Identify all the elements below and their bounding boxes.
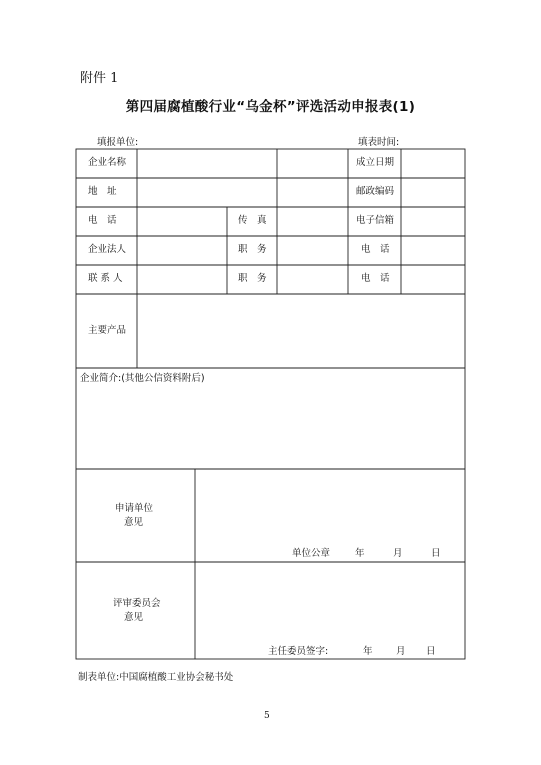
label-year-2: 年 <box>363 646 373 657</box>
label-month-1: 月 <box>393 548 403 559</box>
label-day-1: 日 <box>431 548 441 559</box>
page-number: 5 <box>264 711 270 721</box>
label-legal-rep: 企业法人 <box>88 244 127 255</box>
label-month-2: 月 <box>396 646 406 657</box>
label-director-signature: 主任委员签字: <box>268 646 329 657</box>
fill-unit-label: 填报单位: <box>97 137 139 148</box>
label-company-name: 企业名称 <box>88 157 127 168</box>
label-phone-2: 电 话 <box>361 244 390 255</box>
label-applicant-seal: 单位公章 <box>292 548 331 559</box>
label-committee-opinion-2: 意见 <box>124 612 144 623</box>
label-phone: 电 话 <box>88 215 117 226</box>
label-applicant-opinion-2: 意见 <box>124 517 144 528</box>
label-establish-date: 成立日期 <box>356 157 395 168</box>
label-applicant-opinion-1: 申请单位 <box>115 503 154 514</box>
label-committee-opinion-1: 评审委员会 <box>113 598 161 609</box>
label-position-1: 职 务 <box>238 244 267 255</box>
label-position-2: 职 务 <box>238 273 267 284</box>
label-company-intro: 企业简介:(其他公信资料附后) <box>80 373 205 384</box>
label-year-1: 年 <box>355 548 365 559</box>
label-contact: 联 系 人 <box>88 273 123 284</box>
label-main-products: 主要产品 <box>88 325 127 336</box>
label-fax: 传 真 <box>238 215 267 226</box>
label-email: 电子信箱 <box>356 215 395 226</box>
form-title: 第四届腐植酸行业“乌金杯”评选活动申报表(1) <box>125 99 416 115</box>
attachment-label: 附件 1 <box>80 71 119 86</box>
label-address: 地 址 <box>88 186 117 197</box>
label-postal-code: 邮政编码 <box>356 186 395 197</box>
label-phone-3: 电 话 <box>361 273 390 284</box>
label-day-2: 日 <box>426 646 436 657</box>
fill-time-label: 填表时间: <box>358 137 400 148</box>
footer-issuer: 制表单位:中国腐植酸工业协会秘书处 <box>78 672 234 683</box>
